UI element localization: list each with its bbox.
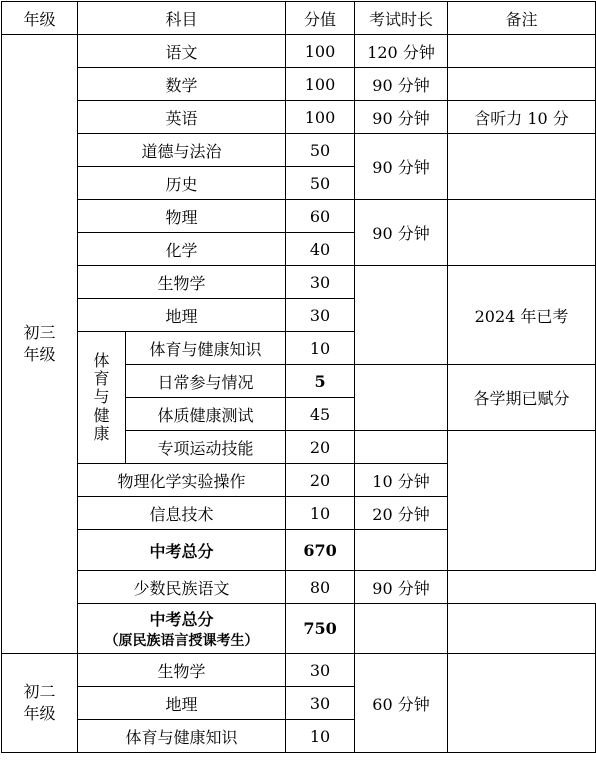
- score-cell: 20: [286, 431, 355, 464]
- grade3-label-line1: 初三: [23, 322, 56, 342]
- note-cell-empty: [448, 68, 596, 101]
- table-row: [2, 200, 596, 233]
- header-grade: 年级: [2, 2, 78, 35]
- score-cell-total: 750: [286, 604, 355, 654]
- note-cell-merged: 各学期已赋分: [448, 365, 596, 431]
- score-cell: 60: [286, 200, 355, 233]
- subject-cell-total: [78, 604, 286, 654]
- subject-cell: 体育与健康知识: [78, 720, 286, 753]
- time-cell-empty: [355, 530, 448, 571]
- table-row: [2, 571, 596, 604]
- note-cell-empty: [448, 134, 596, 200]
- table-row: [2, 604, 596, 654]
- score-cell: 50: [286, 167, 355, 200]
- header-time: 考试时长: [355, 2, 448, 35]
- score-cell: 10: [286, 332, 355, 365]
- time-cell: 120 分钟: [355, 35, 448, 68]
- note-cell: 含听力 10 分: [448, 101, 596, 134]
- total-label-note: （原民族语言授课考生）: [104, 633, 259, 649]
- subject-cell: 化学: [78, 233, 286, 266]
- header-note: 备注: [448, 2, 596, 35]
- score-cell: 20: [286, 464, 355, 497]
- score-cell: 45: [286, 398, 355, 431]
- note-cell-merged: 2024 年已考: [448, 266, 596, 365]
- grade2-label-line2: 年级: [23, 704, 56, 723]
- pe-group-char: 与: [93, 387, 110, 407]
- subject-cell: 体质健康测试: [126, 398, 286, 431]
- grade-cell-grade3: [2, 35, 78, 654]
- score-cell-total: 670: [286, 530, 355, 571]
- subject-cell: 物理化学实验操作: [78, 464, 286, 497]
- score-cell: 30: [286, 687, 355, 720]
- table-row: [2, 266, 596, 299]
- time-cell: 90 分钟: [355, 571, 448, 604]
- subject-cell: 数学: [78, 68, 286, 101]
- note-cell-empty: [448, 431, 596, 571]
- subject-cell: 英语: [78, 101, 286, 134]
- subject-cell: 日常参与情况: [126, 365, 286, 398]
- pe-group-char: 育: [93, 368, 110, 388]
- score-cell: 10: [286, 497, 355, 530]
- note-cell-empty: [448, 654, 596, 753]
- grade2-label-line1: 初二: [23, 681, 56, 701]
- time-cell-merged: 90 分钟: [355, 134, 448, 200]
- table-row: [2, 68, 596, 101]
- subject-cell: 地理: [78, 687, 286, 720]
- score-cell: 100: [286, 68, 355, 101]
- pe-group-label: [78, 332, 126, 464]
- pe-group-char: 健: [93, 405, 110, 425]
- grade-cell-grade2: [2, 654, 78, 753]
- table-row: [2, 654, 596, 687]
- subject-cell: 生物学: [78, 654, 286, 687]
- score-cell: 30: [286, 266, 355, 299]
- header-score: 分值: [286, 2, 355, 35]
- score-cell: 80: [286, 571, 355, 604]
- subject-cell: 专项运动技能: [126, 431, 286, 464]
- subject-cell: 体育与健康知识: [126, 332, 286, 365]
- header-subject: 科目: [78, 2, 286, 35]
- subject-cell: 物理: [78, 200, 286, 233]
- time-cell: 10 分钟: [355, 464, 448, 497]
- score-cell: 30: [286, 654, 355, 687]
- table-row: [2, 101, 596, 134]
- score-cell: 100: [286, 35, 355, 68]
- subject-cell: 历史: [78, 167, 286, 200]
- time-cell: 20 分钟: [355, 497, 448, 530]
- score-cell: 10: [286, 720, 355, 753]
- score-cell: 50: [286, 134, 355, 167]
- subject-cell: 语文: [78, 35, 286, 68]
- score-cell: 40: [286, 233, 355, 266]
- total-label: 中考总分: [149, 610, 214, 629]
- table-row: [2, 35, 596, 68]
- subject-cell: 信息技术: [78, 497, 286, 530]
- header-row: [2, 2, 596, 35]
- note-cell-empty: [448, 35, 596, 68]
- score-cell: 30: [286, 299, 355, 332]
- score-cell: 5: [286, 365, 355, 398]
- pe-group-char: 康: [93, 424, 110, 444]
- time-cell-empty: [355, 266, 448, 365]
- exam-subject-table: [1, 1, 596, 753]
- time-cell: 90 分钟: [355, 68, 448, 101]
- subject-cell: 生物学: [78, 266, 286, 299]
- subject-cell: 少数民族语文: [78, 571, 286, 604]
- note-cell-empty: [448, 604, 596, 654]
- time-cell: 90 分钟: [355, 101, 448, 134]
- time-cell-empty: [355, 431, 448, 464]
- note-cell-empty: [448, 200, 596, 266]
- time-cell-empty: [355, 365, 448, 431]
- score-cell: 100: [286, 101, 355, 134]
- subject-cell-total: 中考总分: [78, 530, 286, 571]
- subject-cell: 道德与法治: [78, 134, 286, 167]
- time-cell-merged: 90 分钟: [355, 200, 448, 266]
- subject-cell: 地理: [78, 299, 286, 332]
- table-row: [2, 134, 596, 167]
- pe-group-char: 体: [93, 350, 110, 370]
- time-cell-empty: [355, 604, 448, 654]
- grade3-label-line2: 年级: [23, 345, 56, 364]
- time-cell-merged: 60 分钟: [355, 654, 448, 753]
